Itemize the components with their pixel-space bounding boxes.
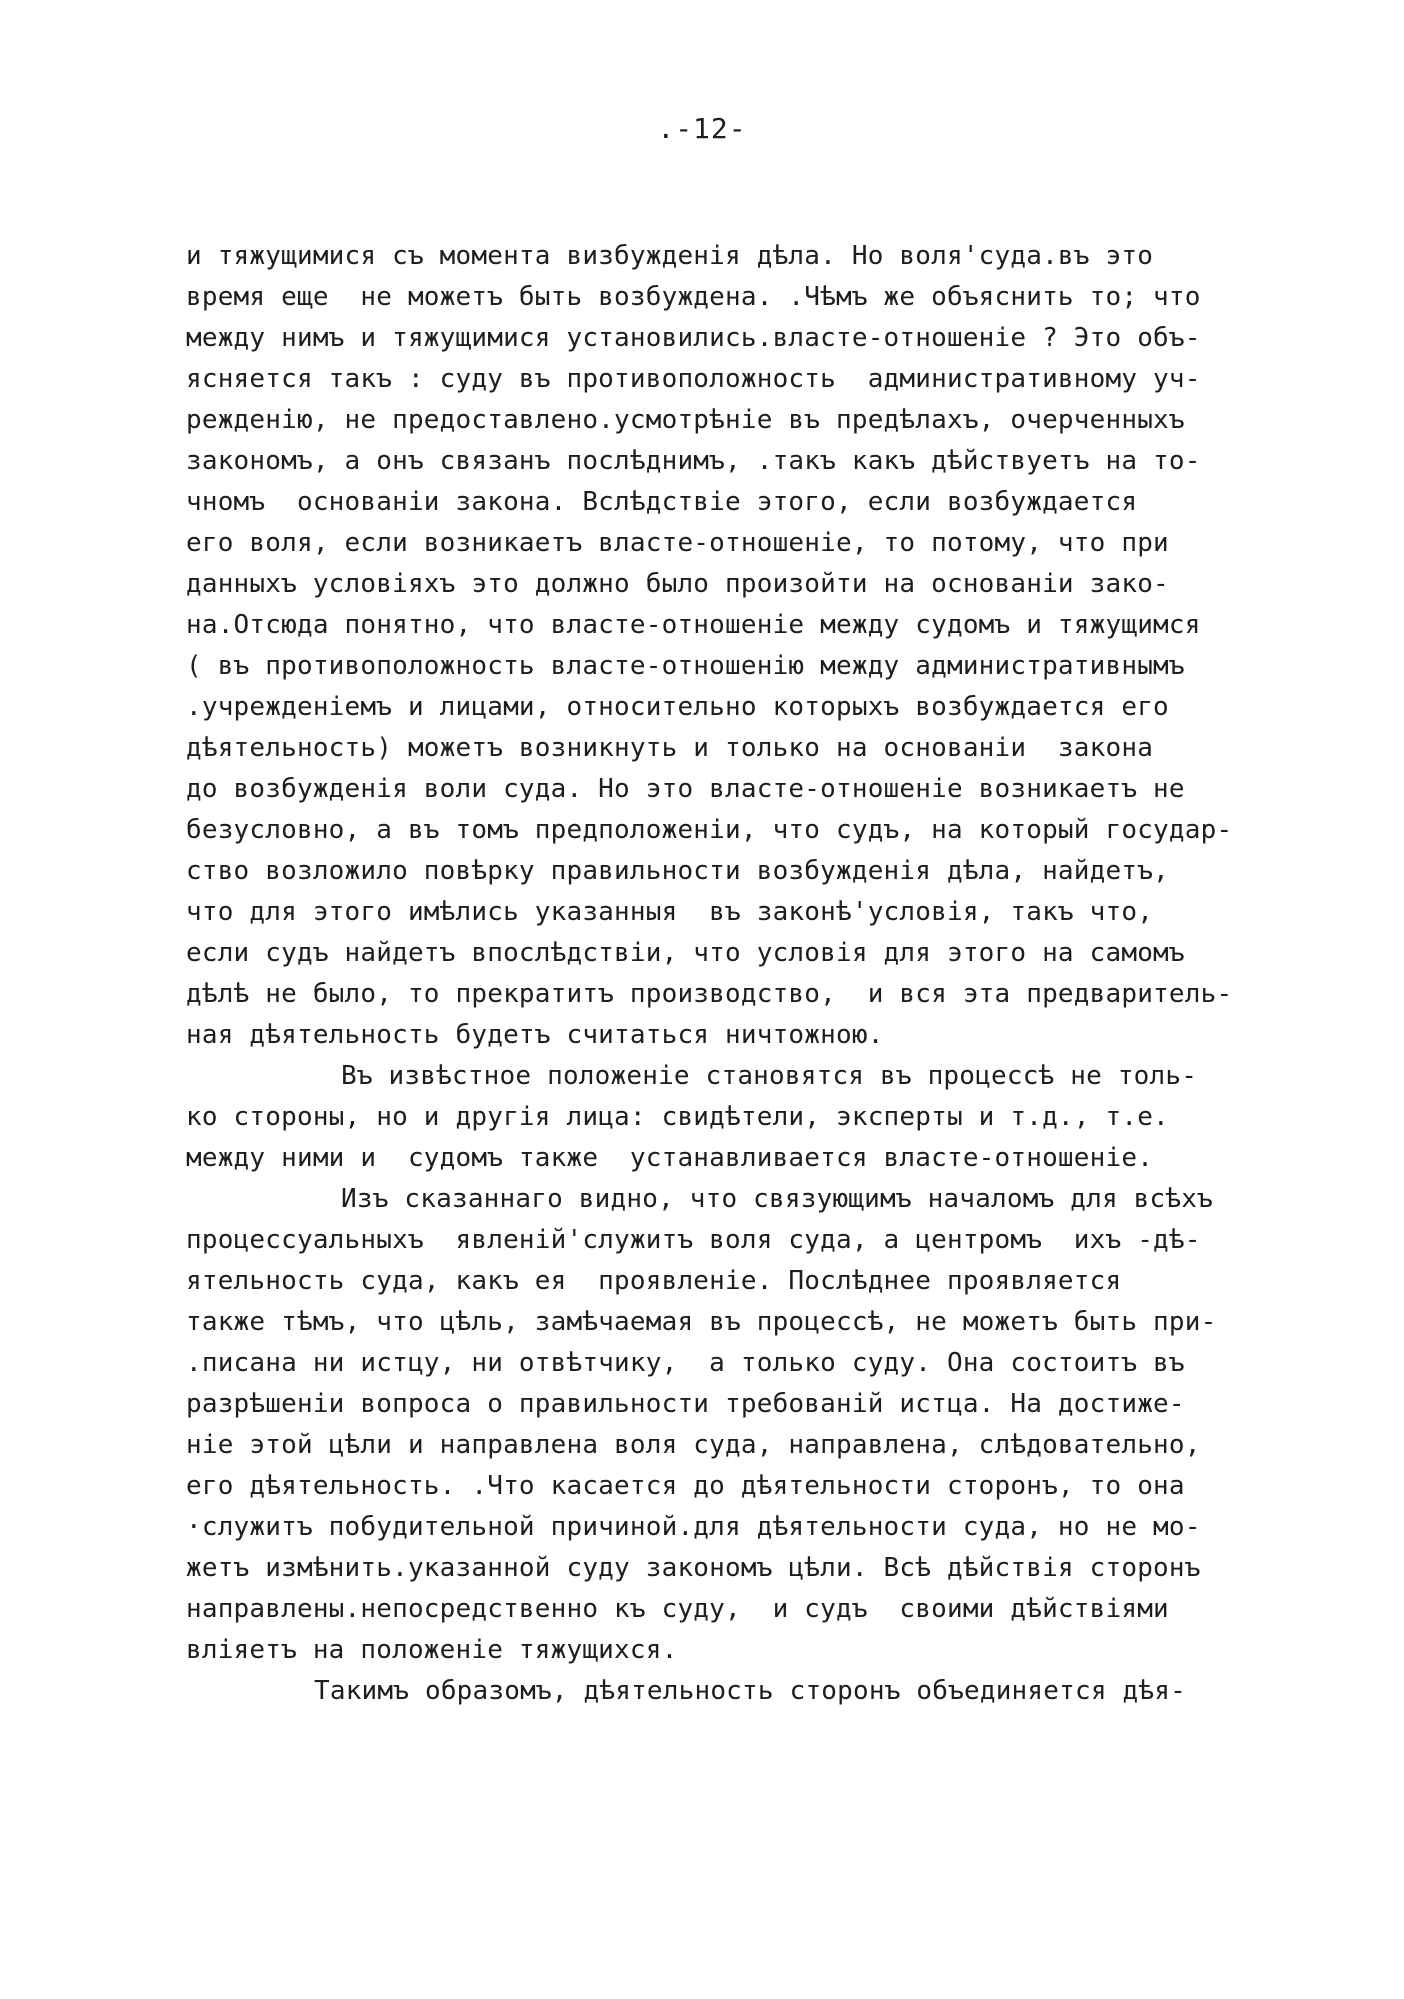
text-line: ко стороны, но и другія лица: свидѣтели, эксперты и т.д., т.е.: [186, 1102, 1169, 1132]
paragraph-start-line: Въ извѣстное положеніе становятся въ процессѣ не толь-: [341, 1061, 1198, 1091]
text-line: и тяжущимися съ момента визбужденія дѣла. Но воля'суда.въ это: [186, 241, 1154, 271]
text-line: ство возложило повѣрку правильности возбужденія дѣла, найдетъ,: [186, 856, 1169, 886]
body-text: [186, 236, 1246, 1712]
text-line: до возбужденія воли суда. Но это власте-отношеніе возникаетъ не: [186, 774, 1185, 804]
text-line: ·служитъ побудительной причиной.для дѣятельности суда, но не мо-: [186, 1512, 1201, 1542]
text-line: чномъ основаніи закона. Вслѣдствіе этого, если возбуждается: [186, 487, 1138, 517]
text-line: между нимъ и тяжущимися установились.власте-отношеніе ? Это объ-: [186, 323, 1201, 353]
text-line: ясняется такъ : суду въ противоположность административному уч-: [186, 364, 1201, 394]
text-line: также тѣмъ, что цѣль, замѣчаемая въ процессѣ, не можетъ быть при-: [186, 1307, 1217, 1337]
text-line: дѣлѣ не было, то прекратитъ производство, и вся эта предваритель-: [186, 979, 1233, 1009]
text-line: что для этого имѣлись указанныя въ законѣ'условія, такъ что,: [186, 897, 1154, 927]
paragraph-start-line: Изъ сказаннаго видно, что связующимъ началомъ для всѣхъ: [341, 1184, 1213, 1214]
text-line: ( въ противоположность власте-отношенію между административнымъ: [186, 651, 1185, 681]
text-line: его воля, если возникаетъ власте-отношеніе, то потому, что при: [186, 528, 1169, 558]
text-line: жетъ измѣнить.указанной суду закономъ цѣли. Всѣ дѣйствія сторонъ: [186, 1553, 1201, 1583]
text-line: процессуальныхъ явленій'служитъ воля суда, а центромъ ихъ -дѣ-: [186, 1225, 1201, 1255]
text-line: между ними и судомъ также устанавливается власте-отношеніе.: [186, 1143, 1154, 1173]
text-line: разрѣшеніи вопроса о правильности требованій истца. На достиже-: [186, 1389, 1185, 1419]
text-line: .учрежденіемъ и лицами, относительно которыхъ возбуждается его: [186, 692, 1169, 722]
text-line: ная дѣятельность будетъ считаться ничтожною.: [186, 1020, 884, 1050]
text-line: закономъ, а онъ связанъ послѣднимъ, .такъ какъ дѣйствуетъ на то-: [186, 446, 1201, 476]
text-line: безусловно, а въ томъ предположеніи, что судъ, на который государ-: [186, 815, 1233, 845]
text-line: вліяетъ на положеніе тяжущихся.: [186, 1635, 678, 1665]
text-line: .писана ни истцу, ни отвѣтчику, а только суду. Она состоитъ въ: [186, 1348, 1185, 1378]
text-line: ятельность суда, какъ ея проявленіе. Послѣднее проявляется: [186, 1266, 1122, 1296]
text-line: дѣятельность) можетъ возникнуть и только на основаніи закона: [186, 733, 1154, 763]
text-line: направлены.непосредственно къ суду, и судъ своими дѣйствіями: [186, 1594, 1169, 1624]
paragraph-start-line: Такимъ образомъ, дѣятельность сторонъ объединяется дѣя-: [314, 1676, 1186, 1706]
text-line: если судъ найдетъ впослѣдствіи, что условія для этого на самомъ: [186, 938, 1185, 968]
text-line: время еще не можетъ быть возбуждена. .Чѣмъ же объяснить то; что: [186, 282, 1201, 312]
page-number: .-12-: [657, 112, 747, 145]
text-line: режденію, не предоставлено.усмотрѣніе въ предѣлахъ, очерченныхъ: [186, 405, 1185, 435]
text-line: ніе этой цѣли и направлена воля суда, направлена, слѣдовательно,: [186, 1430, 1201, 1460]
text-line: данныхъ условіяхъ это должно было произойти на основаніи зако-: [186, 569, 1169, 599]
text-line: его дѣятельность. .Что касается до дѣятельности сторонъ, то она: [186, 1471, 1185, 1501]
text-line: на.Отсюда понятно, что власте-отношеніе между судомъ и тяжущимся: [186, 610, 1201, 640]
